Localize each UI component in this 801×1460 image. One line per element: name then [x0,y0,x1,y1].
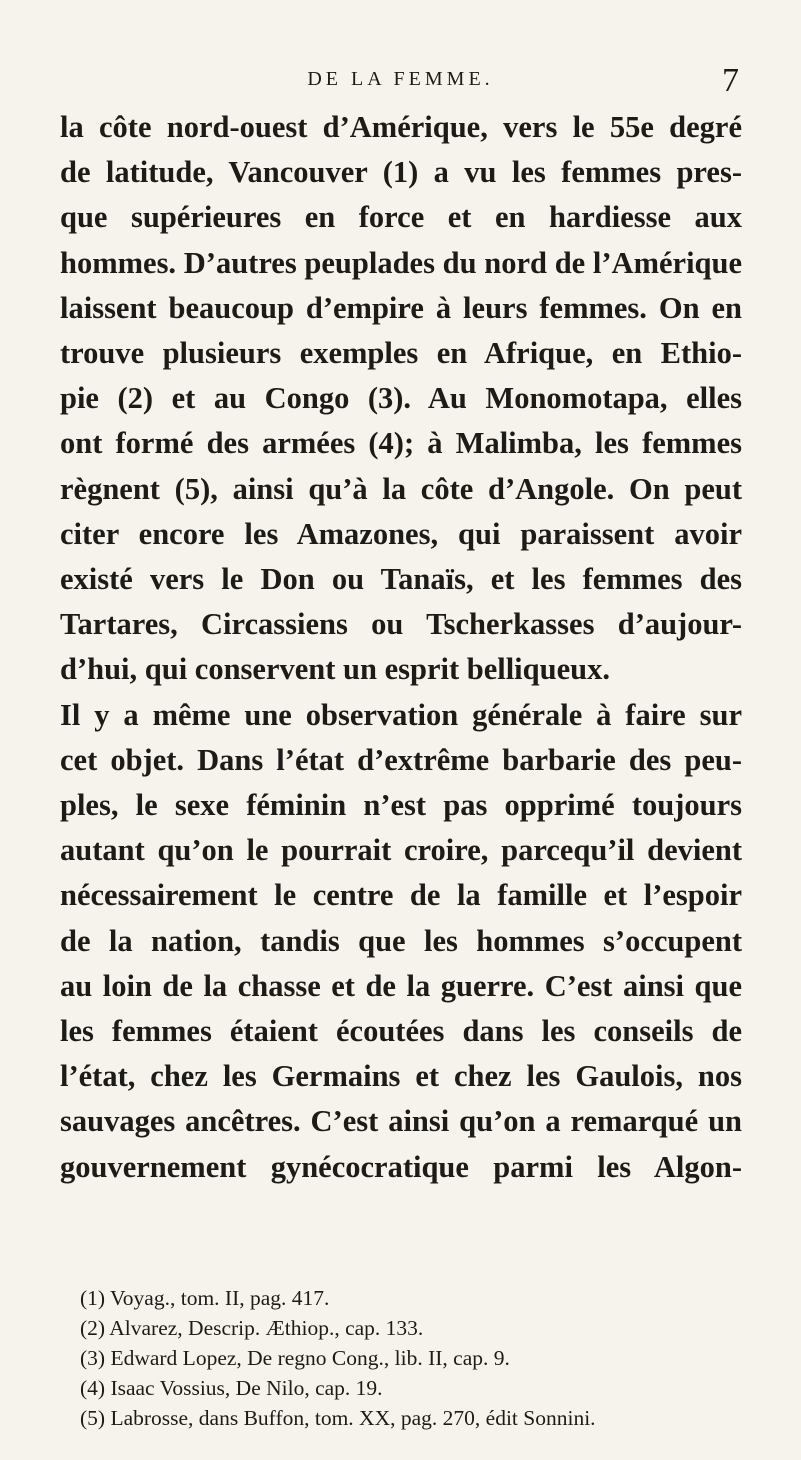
text-line: pie (2) et au Congo (3). Au Monomotapa, elles [60,381,742,416]
text-line: les femmes étaient écoutées dans les conseils de [60,1014,742,1049]
text-line: autant qu’on le pourrait croire, parcequ’il devient [60,833,742,868]
text-line: citer encore les Amazones, qui paraissent avoir [60,516,742,551]
body-text [60,105,742,1190]
running-title: DE LA FEMME. [307,68,494,90]
text-line: l’état, chez les Germains et chez les Gaulois, nos [60,1059,742,1094]
text-line: cet objet. Dans l’état d’extrême barbarie des peu- [60,742,742,777]
text-line: au loin de la chasse et de la guerre. C’est ainsi que [60,968,742,1003]
text-line: d’hui, qui conservent un esprit belliqueux. [60,652,610,687]
footnote: (2) Alvarez, Descrip. Æthiop., cap. 133. [80,1316,424,1340]
text-line: laissent beaucoup d’empire à leurs femmes. On en [60,290,742,325]
text-line: Il y a même une observation générale à faire sur [60,697,742,732]
text-line: de la nation, tandis que les hommes s’occupent [60,923,742,958]
text-line: nécessairement le centre de la famille et l’espoir [60,878,742,913]
text-line: ples, le sexe féminin n’est pas opprimé toujours [60,788,742,823]
footnotes [80,1283,770,1433]
text-line: que supérieures en force et en hardiesse aux [60,200,742,235]
footnote: (4) Isaac Vossius, De Nilo, cap. 19. [80,1376,383,1400]
running-head [0,62,801,99]
footnote: (1) Voyag., tom. II, pag. 417. [80,1286,330,1310]
text-line: Tartares, Circassiens ou Tscherkasses d’aujour- [60,607,742,642]
text-line: sauvages ancêtres. C’est ainsi qu’on a remarqué un [60,1104,742,1139]
text-line: trouve plusieurs exemples en Afrique, en Ethio- [60,336,742,371]
text-line: existé vers le Don ou Tanaïs, et les femmes des [60,562,742,597]
text-line: règnent (5), ainsi qu’à la côte d’Angole. On peut [60,471,742,506]
footnote: (5) Labrosse, dans Buffon, tom. XX, pag. 270, édit Sonnini. [80,1406,596,1430]
text-line: de latitude, Vancouver (1) a vu les femmes pres- [60,155,742,190]
text-line: ont formé des armées (4); à Malimba, les femmes [60,426,742,461]
text-line: la côte nord-ouest d’Amérique, vers le 55e degré [60,110,742,144]
text-line: gouvernement gynécocratique parmi les Algon- [60,1149,742,1184]
page-number: 7 [722,62,739,99]
footnote: (3) Edward Lopez, De regno Cong., lib. II, cap. 9. [80,1346,510,1370]
text-line: hommes. D’autres peuplades du nord de l’Amérique [60,245,742,280]
